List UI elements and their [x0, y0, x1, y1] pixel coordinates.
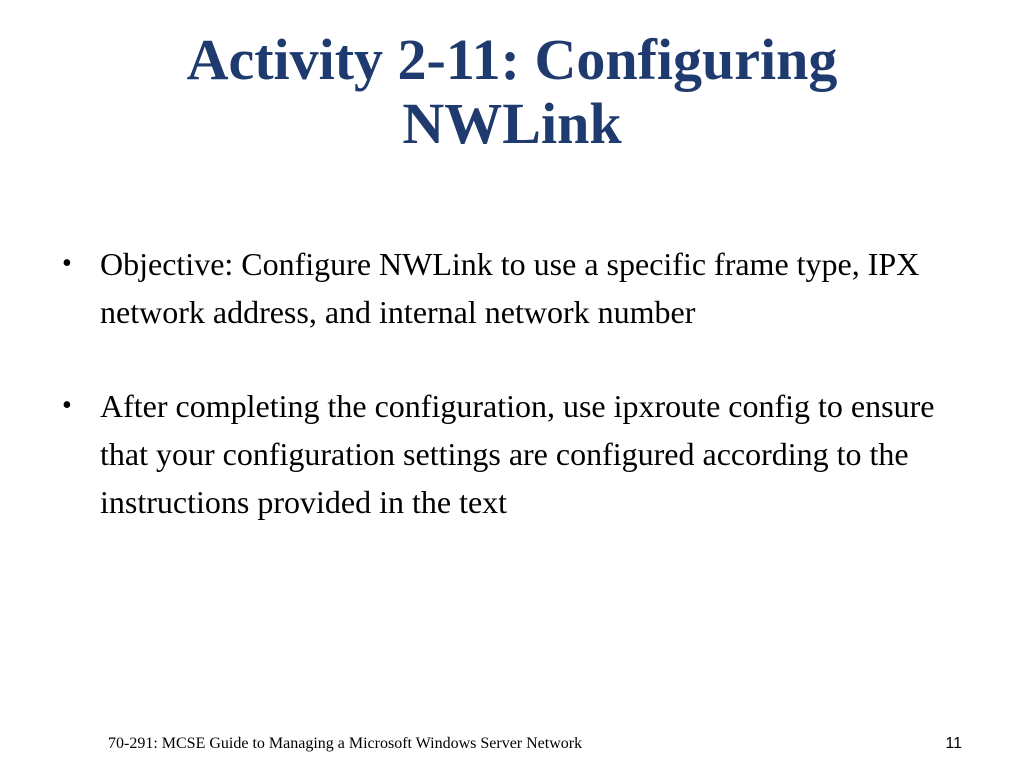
footer-course-title: 70-291: MCSE Guide to Managing a Microsoft Windows Server Network	[108, 735, 583, 752]
bullet-text: Objective: Configure NWLink to use a specific frame type, IPX network address, and internal network number	[100, 246, 920, 330]
bullet-item-verification	[60, 382, 970, 526]
bullet-icon: •	[62, 390, 72, 421]
page-number: 11	[945, 735, 962, 752]
slide-title-line-2: NWLink	[402, 91, 622, 156]
bullet-text: After completing the configuration, use ipxroute config to ensure that your configuration settings are configured according to the instructions provided in the text	[100, 388, 935, 520]
bullet-icon: •	[62, 248, 72, 279]
slide-title	[60, 28, 964, 156]
bullet-item-objective	[60, 240, 970, 336]
slide-title-line-1: Activity 2-11: Configuring	[186, 27, 838, 92]
bullet-list	[60, 240, 970, 572]
